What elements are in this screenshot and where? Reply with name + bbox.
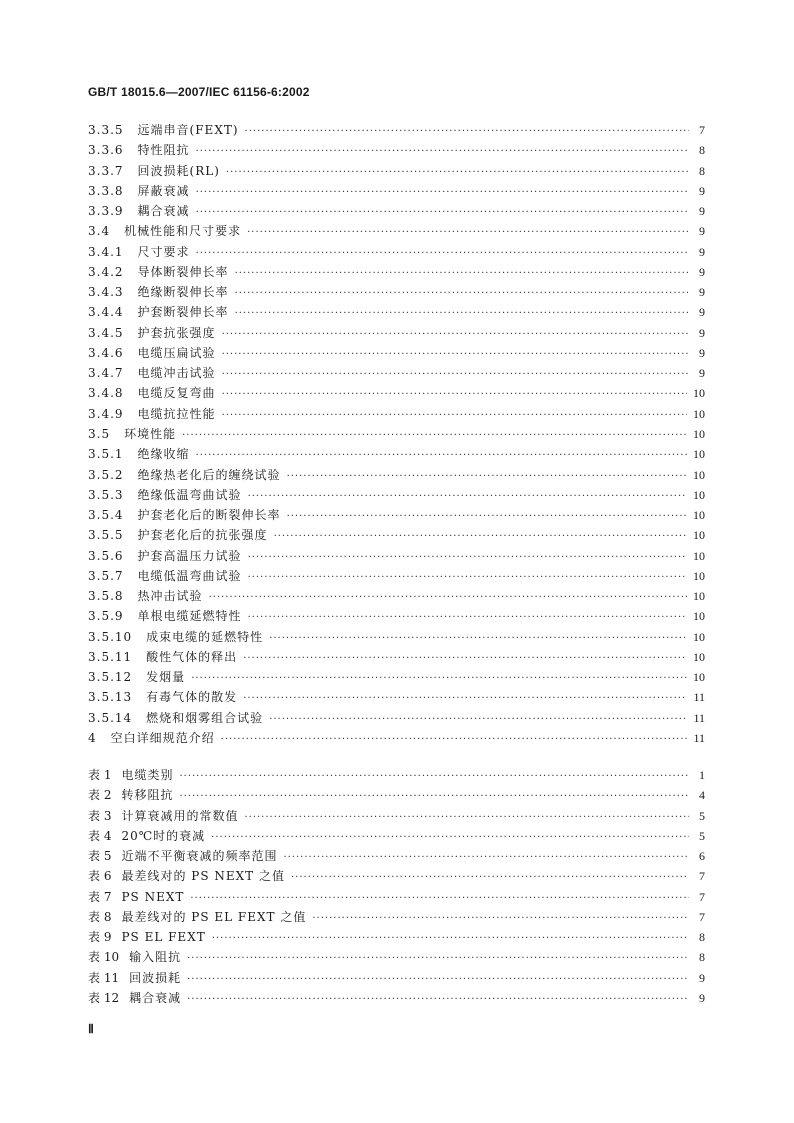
dot-leader (235, 264, 689, 284)
table-entry-number: 表 8 (88, 909, 112, 924)
table-entry-page: 7 (699, 869, 705, 884)
toc-entry-title: 机械性能和尺寸要求 (124, 224, 242, 239)
toc-entry-number: 3.5 (88, 426, 111, 441)
toc-entry-title: 电缆冲击试验 (137, 366, 216, 381)
table-entry-title: 电缆类别 (121, 768, 174, 782)
table-entry-page: 8 (699, 950, 705, 965)
toc-entry-title: 护套老化后的抗张强度 (137, 528, 268, 543)
toc-entry-number: 3.4.5 (88, 325, 124, 340)
toc-entry[interactable] (88, 363, 705, 383)
toc-entry-title: 电缆压扁试验 (137, 345, 216, 360)
table-entry[interactable] (88, 806, 705, 826)
toc-entry-number: 3.5.7 (88, 568, 124, 583)
toc-entry[interactable] (88, 566, 705, 586)
toc-entry-title: 绝缘低温弯曲试验 (137, 487, 242, 502)
table-entry-page: 6 (699, 849, 705, 864)
toc-entry-page: 8 (699, 143, 705, 158)
dot-leader (212, 929, 689, 949)
toc-entry-title: 护套高温压力试验 (137, 548, 242, 563)
table-entry[interactable] (88, 866, 705, 886)
table-entry-title: 转移阻抗 (121, 788, 174, 803)
table-list (88, 765, 705, 1008)
toc-entry-number: 3.5.4 (88, 508, 124, 523)
dot-leader (248, 608, 687, 628)
toc-entry-title: 尺寸要求 (137, 244, 190, 259)
toc-entry-number: 3.5.12 (88, 670, 133, 685)
dot-leader (244, 808, 689, 828)
dot-leader (248, 548, 687, 568)
table-entry-title: 最差线对的 PS NEXT 之值 (121, 869, 285, 884)
toc-entry-number: 3.4 (88, 224, 111, 239)
table-entry-title: PS NEXT (121, 889, 185, 904)
toc-entry-title: 电缆反复弯曲 (137, 386, 216, 401)
toc-entry[interactable] (88, 465, 705, 485)
toc-entry-page: 9 (699, 264, 705, 279)
dot-leader (248, 568, 687, 588)
table-entry[interactable] (88, 907, 705, 927)
table-entry-title: 耦合衰减 (129, 990, 182, 1005)
table-entry-title: 计算衰减用的常数值 (121, 808, 239, 823)
toc-entry-page: 9 (699, 244, 705, 259)
table-entry-title: PS EL FEXT (121, 930, 206, 945)
table-entry-page: 5 (699, 808, 705, 823)
dot-leader (191, 669, 687, 689)
toc-entry-page: 7 (699, 123, 705, 137)
dot-leader (247, 223, 689, 243)
toc-entry-page: 8 (699, 163, 705, 178)
toc-entry-page: 10 (693, 568, 705, 583)
toc-entry-page: 10 (693, 649, 705, 664)
table-entry-number: 表 12 (88, 990, 120, 1005)
dot-leader (291, 868, 689, 888)
table-entry-title: 近端不平衡衰减的频率范围 (121, 849, 278, 864)
toc-entry-page: 9 (699, 305, 705, 320)
toc-entry[interactable] (88, 404, 705, 424)
toc-entry-title: 有毒气体的散发 (146, 690, 238, 705)
dot-leader (287, 507, 687, 527)
dot-leader (222, 385, 687, 405)
dot-leader (209, 588, 687, 608)
standard-header: GB/T 18015.6—2007/IEC 61156-6:2002 (88, 85, 310, 99)
table-entry-page: 7 (699, 889, 705, 904)
dot-leader (226, 163, 689, 183)
table-entry-number: 表 5 (88, 849, 112, 864)
toc-entry-number: 3.5.8 (88, 589, 124, 604)
toc-entry-page: 10 (693, 609, 705, 624)
toc-entry-page: 10 (693, 406, 705, 421)
toc-entry-page: 10 (693, 467, 705, 482)
toc-entry-number: 3.4.1 (88, 244, 124, 259)
table-entry-number: 表 9 (88, 930, 112, 945)
toc-entry-number: 3.3.8 (88, 183, 124, 198)
toc-entry-page: 10 (693, 589, 705, 604)
toc-entry-title: 热冲击试验 (137, 589, 203, 604)
toc-entry-page: 10 (693, 629, 705, 644)
toc-entry[interactable] (88, 120, 705, 140)
toc-entry-page: 10 (693, 426, 705, 441)
toc-entry-title: 导体断裂伸长率 (137, 264, 229, 279)
toc-entry[interactable] (88, 586, 705, 606)
toc-entry-number: 3.4.3 (88, 285, 124, 300)
dot-leader (190, 889, 689, 909)
dot-leader (196, 183, 689, 203)
table-entry-number: 表 11 (88, 970, 120, 985)
toc-entry-number: 3.3.9 (88, 204, 124, 219)
toc-entry-number: 3.5.14 (88, 710, 133, 725)
table-entry[interactable] (88, 826, 705, 846)
toc-entry-page: 10 (693, 528, 705, 543)
dot-leader (222, 345, 689, 365)
dot-leader (222, 406, 687, 426)
dot-leader (245, 122, 689, 142)
toc-entry-number: 3.4.9 (88, 406, 124, 421)
toc-entry[interactable] (88, 383, 705, 403)
toc-entry-number: 3.5.13 (88, 690, 133, 705)
toc-entry-number: 3.3.7 (88, 163, 124, 178)
toc-entry[interactable] (88, 485, 705, 505)
dot-leader (182, 426, 687, 446)
table-entry[interactable] (88, 785, 705, 805)
table-entry-number: 表 1 (88, 768, 112, 782)
dot-leader (283, 848, 689, 868)
toc-entry[interactable] (88, 647, 705, 667)
dot-leader (179, 767, 689, 787)
toc-entry-number: 3.4.8 (88, 386, 124, 401)
dot-leader (248, 487, 687, 507)
table-entry-number: 表 7 (88, 889, 112, 904)
toc-entry-title: 护套老化后的断裂伸长率 (137, 508, 281, 523)
dot-leader (243, 689, 687, 709)
table-entry-title: 回波损耗 (129, 970, 182, 985)
toc-entry-page: 9 (699, 204, 705, 219)
toc-entry-page: 9 (699, 366, 705, 381)
table-entry[interactable] (88, 947, 705, 967)
toc-entry[interactable] (88, 302, 705, 322)
toc-entry-page: 11 (693, 730, 705, 745)
table-entry[interactable] (88, 968, 705, 988)
dot-leader (196, 446, 687, 466)
toc-entry-page: 9 (699, 325, 705, 340)
dot-leader (274, 527, 687, 547)
toc-entry[interactable] (88, 282, 705, 302)
toc-entry-number: 3.5.3 (88, 487, 124, 502)
toc-entry-title: 酸性气体的释出 (146, 649, 238, 664)
dot-leader (235, 284, 689, 304)
table-entry[interactable] (88, 846, 705, 866)
table-entry-page: 5 (699, 828, 705, 843)
toc-entry[interactable] (88, 343, 705, 363)
toc-entry-number: 3.5.1 (88, 447, 124, 462)
toc-entry[interactable] (88, 667, 705, 687)
dot-leader (269, 710, 687, 730)
toc-entry-number: 3.5.5 (88, 528, 124, 543)
table-entry-number: 表 6 (88, 869, 112, 884)
toc-entry[interactable] (88, 444, 705, 464)
toc-entry[interactable] (88, 546, 705, 566)
toc-entry-title: 单根电缆延燃特性 (137, 609, 242, 624)
toc-entry-page: 11 (693, 710, 705, 725)
toc-entry[interactable] (88, 221, 705, 241)
toc-entry-title: 护套抗张强度 (137, 325, 216, 340)
toc-entry[interactable] (88, 140, 705, 160)
table-entry-page: 9 (699, 990, 705, 1005)
table-entry-title: 20℃时的衰减 (121, 828, 206, 843)
toc-entry-title: 远端串音(FEXT) (137, 123, 239, 137)
toc-entry-page: 9 (699, 224, 705, 239)
toc-entry-number: 3.4.7 (88, 366, 124, 381)
dot-leader (235, 304, 689, 324)
dot-leader (269, 629, 687, 649)
table-entry[interactable] (88, 887, 705, 907)
toc-entry-number: 3.4.2 (88, 264, 124, 279)
toc-entry-page: 10 (693, 508, 705, 523)
dot-leader (196, 203, 689, 223)
toc-entry[interactable] (88, 525, 705, 545)
toc-entry[interactable] (88, 505, 705, 525)
toc-entry-title: 发烟量 (146, 670, 186, 685)
dot-leader (187, 970, 689, 990)
table-entry-page: 1 (699, 768, 705, 782)
table-entry-page: 9 (699, 970, 705, 985)
toc-entry[interactable] (88, 606, 705, 626)
toc-entry-number: 3.4.6 (88, 345, 124, 360)
toc-entry-number: 3.5.9 (88, 609, 124, 624)
table-entry[interactable] (88, 988, 705, 1008)
table-entry-title: 输入阻抗 (129, 950, 182, 965)
dot-leader (196, 142, 689, 162)
toc-entry-title: 回波损耗(RL) (137, 163, 220, 178)
toc-entry-page: 10 (693, 487, 705, 502)
toc-entry[interactable] (88, 201, 705, 221)
table-entry-number: 表 2 (88, 788, 112, 803)
table-entry[interactable] (88, 765, 705, 785)
toc-entry-number: 3.5.11 (88, 649, 133, 664)
toc-list (88, 120, 705, 748)
toc-entry[interactable] (88, 161, 705, 181)
table-entry-page: 4 (699, 788, 705, 803)
toc-entry-number: 3.5.2 (88, 467, 124, 482)
toc-entry-title: 屏蔽衰减 (137, 183, 190, 198)
dot-leader (196, 244, 689, 264)
toc-entry[interactable] (88, 687, 705, 707)
dot-leader (221, 730, 688, 750)
toc-entry[interactable] (88, 627, 705, 647)
dot-leader (187, 990, 689, 1010)
table-entry-page: 7 (699, 909, 705, 924)
table-entry-title: 最差线对的 PS EL FEXT 之值 (121, 909, 307, 924)
toc-entry-title: 成束电缆的延燃特性 (146, 629, 264, 644)
toc-entry-page: 11 (693, 690, 705, 705)
toc-entry-number: 3.4.4 (88, 305, 124, 320)
toc-entry-number: 3.3.5 (88, 123, 124, 137)
dot-leader (287, 467, 687, 487)
toc-entry-page: 10 (693, 447, 705, 462)
toc-entry-number: 3.5.6 (88, 548, 124, 563)
toc-entry-number: 4 (88, 730, 97, 745)
table-entry-number: 表 4 (88, 828, 112, 843)
toc-entry-page: 9 (699, 285, 705, 300)
toc-entry[interactable] (88, 242, 705, 262)
toc-entry-title: 电缆低温弯曲试验 (137, 568, 242, 583)
dot-leader (222, 325, 689, 345)
dot-leader (179, 787, 689, 807)
toc-entry-title: 绝缘热老化后的缠绕试验 (137, 467, 281, 482)
toc-entry[interactable] (88, 262, 705, 282)
toc-entry[interactable] (88, 708, 705, 728)
toc-entry-title: 护套断裂伸长率 (137, 305, 229, 320)
toc-entry-title: 耦合衰减 (137, 204, 190, 219)
dot-leader (187, 949, 689, 969)
toc-entry[interactable] (88, 424, 705, 444)
toc-entry-number: 3.5.10 (88, 629, 133, 644)
toc-entry-page: 10 (693, 548, 705, 563)
dot-leader (312, 909, 689, 929)
table-entry-page: 8 (699, 930, 705, 945)
table-entry-number: 表 3 (88, 808, 112, 823)
toc-entry-title: 电缆抗拉性能 (137, 406, 216, 421)
toc-entry-title: 空白详细规范介绍 (110, 730, 215, 745)
toc-entry-title: 燃烧和烟雾组合试验 (146, 710, 264, 725)
toc-entry[interactable] (88, 728, 705, 748)
toc-entry-title: 环境性能 (124, 426, 177, 441)
toc-entry[interactable] (88, 181, 705, 201)
toc-entry-page: 9 (699, 183, 705, 198)
toc-entry-title: 绝缘断裂伸长率 (137, 285, 229, 300)
dot-leader (211, 828, 689, 848)
page-number: Ⅱ (88, 1022, 94, 1036)
toc-entry-page: 10 (693, 386, 705, 401)
table-entry-number: 表 10 (88, 950, 120, 965)
dot-leader (243, 649, 687, 669)
toc-entry-title: 特性阻抗 (137, 143, 190, 158)
toc-entry-number: 3.3.6 (88, 143, 124, 158)
toc-entry-title: 绝缘收缩 (137, 447, 190, 462)
toc-entry-page: 9 (699, 345, 705, 360)
table-entry[interactable] (88, 927, 705, 947)
dot-leader (222, 365, 689, 385)
toc-entry-page: 10 (693, 670, 705, 685)
toc-entry[interactable] (88, 323, 705, 343)
